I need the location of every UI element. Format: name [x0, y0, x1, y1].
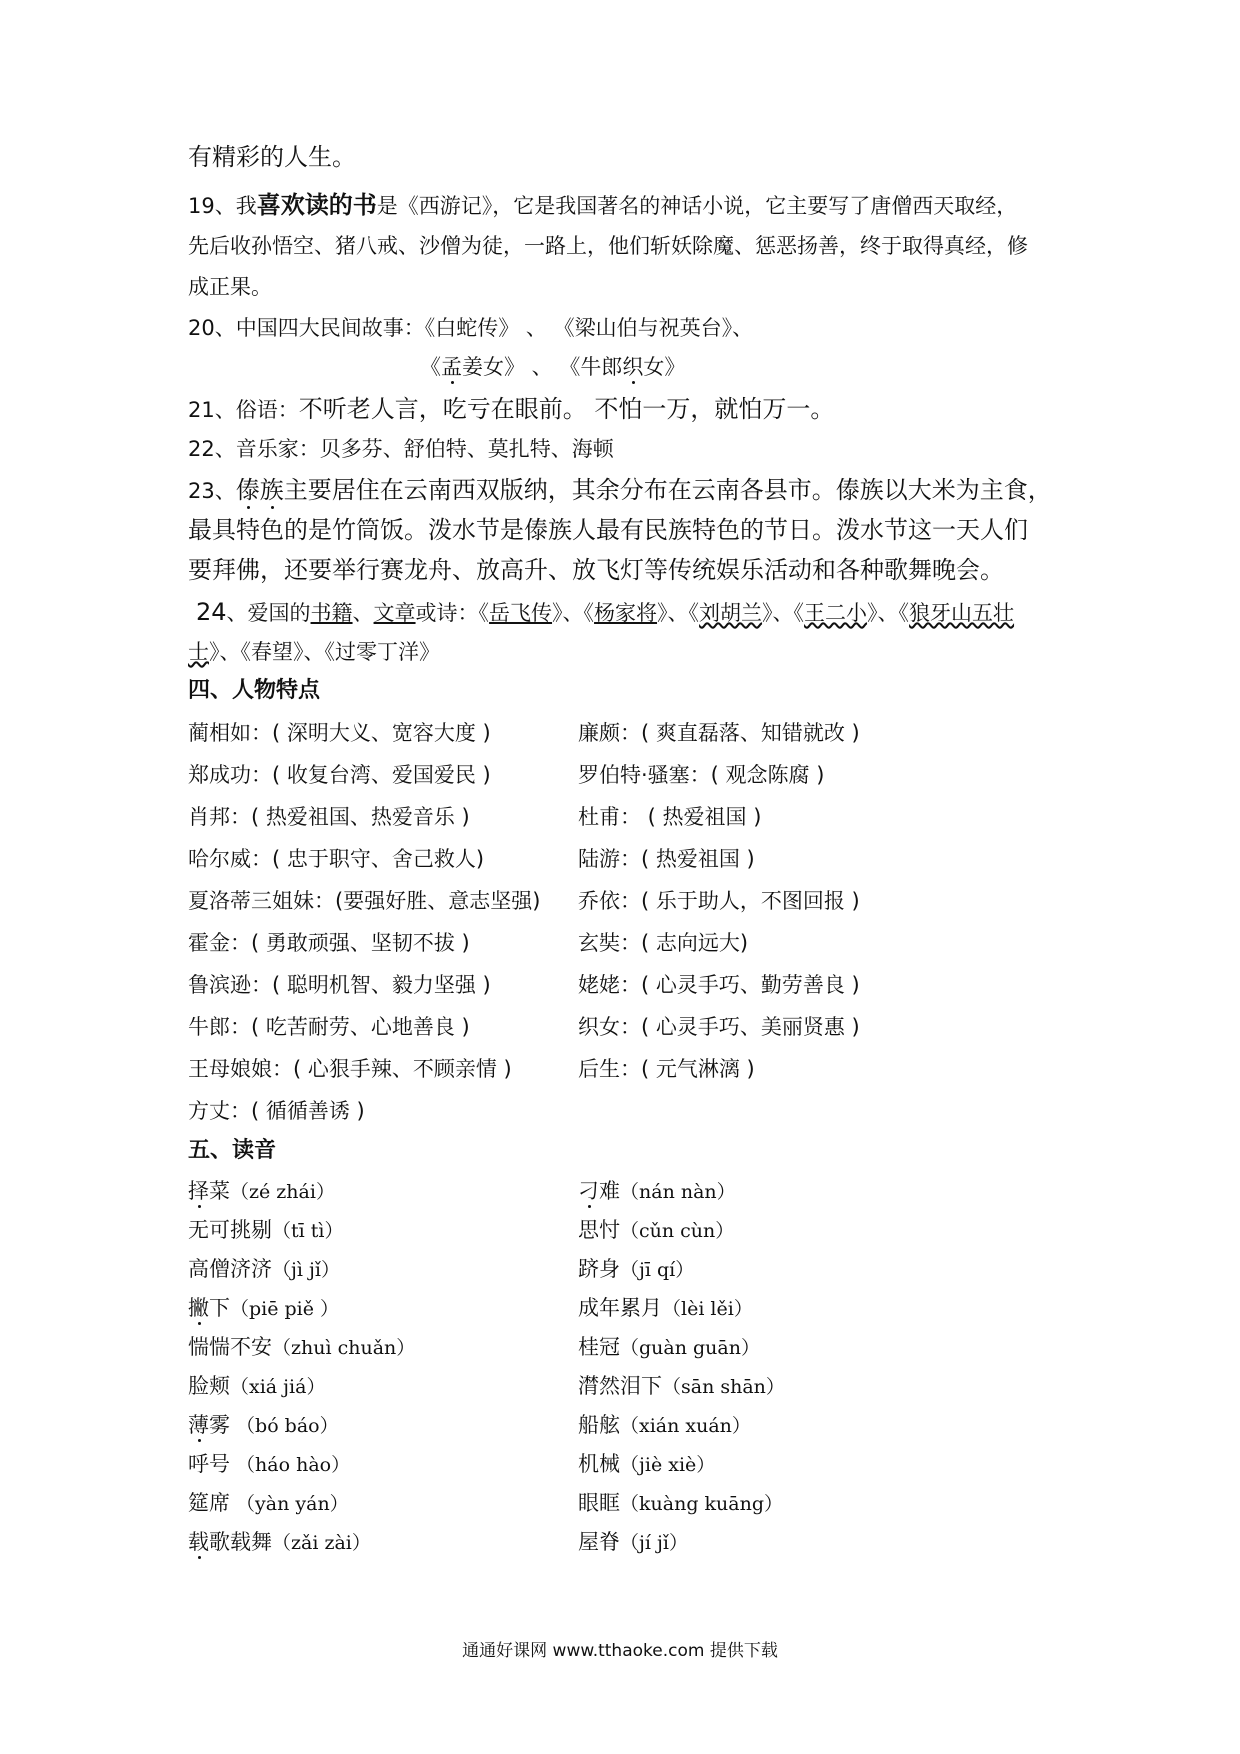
item-24-line1: 24、爱国的书籍、文章或诗：《岳飞传》、《杨家将》、《刘胡兰》、《王二小》、《狼牙山五壮 — [196, 598, 1015, 626]
trait-left-10: 方丈：( 循循善诱 ) — [188, 1099, 365, 1123]
trait-right-2: 罗伯特·骚塞：( 观念陈腐 ) — [578, 763, 825, 787]
reading-right-1: 刁难（nán nàn） — [578, 1179, 736, 1203]
trait-left-5: 夏洛蒂三姐妹：(要强好胜、意志坚强) — [188, 889, 541, 913]
reading-right-3: 跻身（jī qí） — [578, 1257, 695, 1281]
reading-left-8: 呼号 （háo hào） — [188, 1452, 351, 1476]
reading-left-6: 脸颊（xiá jiá） — [188, 1374, 326, 1398]
reading-right-2: 思忖（cǔn cùn） — [578, 1218, 735, 1242]
reading-right-5: 桂冠（guàn guān） — [578, 1335, 760, 1359]
trait-left-4: 哈尔威：( 忠于职守、舍己救人) — [188, 847, 485, 871]
item-19-line1: 19、我喜欢读的书是《西游记》，它是我国著名的神话小说，它主要写了唐僧西天取经， — [188, 191, 1018, 219]
reading-left-9: 筵席 （yàn yán） — [188, 1491, 349, 1515]
item-19-line2: 先后收孙悟空、猪八戒、沙僧为徒，一路上，他们斩妖除魔、惩恶扬善，终于取得真经，修 — [188, 234, 1028, 258]
section-4-title: 四、人物特点 — [188, 678, 321, 703]
trait-right-6: 玄奘：( 志向远大) — [578, 931, 749, 955]
item-23-line2: 最具特色的是竹筒饭。泼水节是傣族人最有民族特色的节日。泼水节这一天人们 — [188, 516, 1028, 544]
reading-left-2: 无可挑剔（tī tì） — [188, 1218, 344, 1242]
trait-right-9: 后生：( 元气淋漓 ) — [578, 1057, 755, 1081]
trait-left-9: 王母娘娘：( 心狠手辣、不顾亲情 ) — [188, 1057, 512, 1081]
reading-right-9: 眼眶（kuàng kuāng） — [578, 1491, 783, 1515]
item-24-line2: 士》、《春望》、《过零丁洋》 — [188, 640, 440, 664]
item-19-line3: 成正果。 — [188, 275, 272, 299]
reading-right-4: 成年累月（lèi lěi） — [578, 1296, 753, 1320]
trait-right-8: 织女：( 心灵手巧、美丽贤惠 ) — [578, 1015, 860, 1039]
section-5-title: 五、读音 — [188, 1138, 277, 1163]
reading-left-5: 惴惴不安（zhuì chuǎn） — [188, 1335, 416, 1359]
trait-left-1: 蔺相如：( 深明大义、宽容大度 ) — [188, 721, 491, 745]
reading-left-7: 薄雾 （bó báo） — [188, 1413, 339, 1437]
trait-left-6: 霍金：( 勇敢顽强、坚韧不拔 ) — [188, 931, 470, 955]
item-20-line1: 20、中国四大民间故事：《白蛇传》 、 《梁山伯与祝英台》、 — [188, 316, 754, 340]
trait-left-2: 郑成功：( 收复台湾、爱国爱民 ) — [188, 763, 491, 787]
item-21: 21、俗语：不听老人言，吃亏在眼前。 不怕一万，就怕万一。 — [188, 395, 835, 423]
reading-right-10: 屋脊（jí jǐ） — [578, 1530, 688, 1554]
item-20-line2: 《孟姜女》 、 《牛郎织女》 — [420, 355, 686, 379]
reading-left-3: 高僧济济（jì jǐ） — [188, 1257, 340, 1281]
trait-left-8: 牛郎：( 吃苦耐劳、心地善良 ) — [188, 1015, 470, 1039]
trait-right-3: 杜甫： ( 热爱祖国 ) — [578, 805, 762, 829]
trait-right-1: 廉颇：( 爽直磊落、知错就改 ) — [578, 721, 860, 745]
trait-right-5: 乔依：( 乐于助人，不图回报 ) — [578, 889, 860, 913]
reading-right-8: 机械（jiè xiè） — [578, 1452, 716, 1476]
trait-left-7: 鲁滨逊：( 聪明机智、毅力坚强 ) — [188, 973, 491, 997]
item-22: 22、音乐家：贝多芬、舒伯特、莫扎特、海顿 — [188, 437, 614, 461]
reading-right-7: 船舷（xián xuán） — [578, 1413, 751, 1437]
reading-left-10: 载歌载舞（zǎi zài） — [188, 1530, 371, 1554]
item-23-line3: 要拜佛，还要举行赛龙舟、放高升、放飞灯等传统娱乐活动和各种歌舞晚会。 — [188, 556, 1004, 584]
item-23-line1: 23、傣族主要居住在云南西双版纳，其余分布在云南各县市。傣族以大米为主食， — [188, 476, 1052, 504]
trait-right-7: 姥姥：( 心灵手巧、勤劳善良 ) — [578, 973, 860, 997]
reading-left-1: 择菜（zé zhái） — [188, 1179, 335, 1203]
intro-tail: 有精彩的人生。 — [188, 143, 356, 171]
reading-left-4: 撇下（piē piě ） — [188, 1296, 340, 1320]
trait-left-3: 肖邦：( 热爱祖国、热爱音乐 ) — [188, 805, 470, 829]
trait-right-4: 陆游：( 热爱祖国 ) — [578, 847, 755, 871]
footer-credit: 通通好课网 www.tthaoke.com 提供下载 — [462, 1641, 778, 1661]
reading-right-6: 潸然泪下（sān shān） — [578, 1374, 785, 1398]
